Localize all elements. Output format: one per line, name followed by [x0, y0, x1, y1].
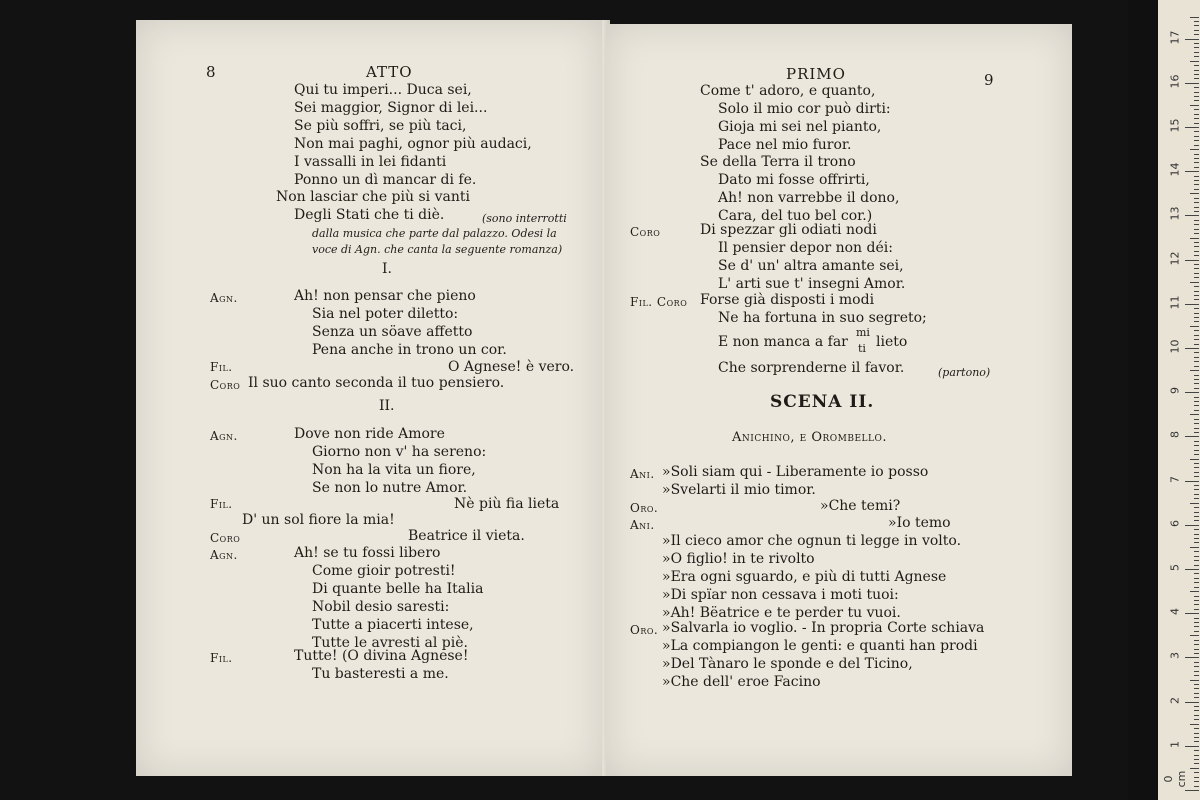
ruler-tick	[1194, 662, 1199, 663]
ruler-tick	[1185, 127, 1199, 128]
dialog-line: »Soli siam qui - Liberamente io posso	[662, 464, 929, 480]
verse-line: Il suo canto seconda il tuo pensiero.	[248, 375, 505, 391]
ruler-tick	[1194, 516, 1199, 517]
ruler-tick	[1194, 551, 1199, 552]
ruler-tick	[1194, 52, 1199, 53]
ruler-tick	[1194, 317, 1199, 318]
section-number: I.	[382, 261, 392, 277]
ruler-tick	[1190, 635, 1199, 636]
dialog-line: »Salvarla io voglio. - In propria Corte schiava	[662, 620, 985, 636]
ruler-number: 12	[1168, 251, 1182, 266]
ruler-number: 2	[1168, 696, 1182, 704]
ruler-tick	[1185, 348, 1199, 349]
ruler-tick	[1185, 657, 1199, 658]
ruler-tick	[1194, 728, 1199, 729]
ruler-tick	[1194, 556, 1199, 557]
stage-direction: (partono)	[938, 366, 991, 379]
verse-line: Di quante belle ha Italia	[312, 581, 484, 597]
ruler-tick	[1194, 666, 1199, 667]
ruler-tick	[1194, 428, 1199, 429]
verse-line: Che sorprenderne il favor.	[718, 360, 905, 376]
ruler-number: 5	[1168, 564, 1182, 571]
speaker-label: Fil.	[210, 651, 233, 665]
ruler-tick	[1194, 520, 1199, 521]
speaker-label: Fil.	[210, 360, 233, 374]
ruler-number: 1	[1168, 740, 1182, 748]
ruler-tick	[1194, 578, 1199, 579]
ruler-tick	[1194, 357, 1199, 358]
ruler-tick	[1194, 313, 1199, 314]
ruler-tick	[1194, 180, 1199, 181]
speaker-label: Agn.	[210, 429, 238, 443]
ruler-tick	[1194, 719, 1199, 720]
dialog-line: »Il cieco amor che ognun ti legge in volto.	[662, 533, 962, 549]
verse-line: Sia nel poter diletto:	[312, 306, 459, 322]
verse-line: Solo il mio cor può dirti:	[718, 101, 891, 117]
ruler-tick	[1194, 733, 1199, 734]
ruler-tick	[1194, 697, 1199, 698]
ruler-tick	[1194, 534, 1199, 535]
ruler-tick	[1194, 92, 1199, 93]
dialog-line: »Io temo	[888, 515, 951, 531]
ruler-tick	[1185, 525, 1199, 526]
speaker-label: Ani.	[630, 518, 655, 532]
ruler-tick	[1194, 498, 1199, 499]
verse-line: Non mai paghi, ognor più audaci,	[294, 136, 532, 152]
ruler-tick	[1190, 17, 1199, 18]
ruler-tick	[1194, 596, 1199, 597]
ruler-tick	[1194, 114, 1199, 115]
ruler-tick	[1190, 414, 1199, 415]
ruler-tick	[1190, 547, 1199, 548]
ruler-tick	[1194, 65, 1199, 66]
ruler-tick	[1194, 100, 1199, 101]
verse-line: E non manca a far	[718, 334, 848, 350]
ruler-tick	[1194, 56, 1199, 57]
ruler-tick	[1194, 136, 1199, 137]
ruler-tick	[1194, 220, 1199, 221]
verse-line: Tutte! (O divina Agnese!	[294, 648, 469, 664]
verse-line: Non lasciar che più si vanti	[276, 189, 470, 205]
ruler-tick	[1194, 43, 1199, 44]
ruler-tick	[1194, 74, 1199, 75]
ruler-tick	[1190, 149, 1199, 150]
ruler-tick	[1194, 383, 1199, 384]
ruler-tick	[1190, 370, 1199, 371]
verse-line: I vassalli in lei fidanti	[294, 154, 447, 170]
ruler-number: 7	[1168, 475, 1182, 483]
verse-line: Beatrice il vieta.	[408, 528, 525, 544]
dialog-line: »Che dell' eroe Facino	[662, 674, 821, 690]
verse-line: lieto	[876, 334, 908, 350]
ruler-tick	[1194, 30, 1199, 31]
verse-line: Come t' adoro, e quanto,	[700, 83, 876, 99]
ruler-tick	[1194, 489, 1199, 490]
ruler-tick	[1194, 131, 1199, 132]
verse-line: Pena anche in trono un cor.	[312, 342, 507, 358]
ruler-tick	[1190, 724, 1199, 725]
ruler-tick	[1190, 768, 1199, 769]
right-page	[606, 24, 1072, 776]
verse-line: Sei maggior, Signor di lei...	[294, 100, 488, 116]
ruler-number: 6	[1168, 519, 1182, 527]
ruler-number: 0 cm	[1162, 770, 1188, 788]
dialog-line: »Che temi?	[820, 498, 901, 514]
ruler-tick	[1190, 459, 1199, 460]
ruler-tick	[1185, 304, 1199, 305]
verse-line: Il pensier depor non déi:	[718, 240, 893, 256]
dialog-line: »Del Tànaro le sponde e del Ticino,	[662, 656, 913, 672]
verse-line: Di spezzar gli odiati nodi	[700, 222, 877, 238]
ruler-tick	[1194, 755, 1199, 756]
verse-line: Nè più fia lieta	[454, 496, 560, 512]
ruler-tick	[1194, 772, 1199, 773]
ruler-number: 17	[1168, 30, 1182, 45]
verse-line: Dove non ride Amore	[294, 426, 445, 442]
ruler-number: 8	[1168, 431, 1182, 439]
speaker-label: Coro	[210, 531, 241, 545]
variant-subscript: ti	[858, 342, 866, 355]
ruler-tick	[1194, 604, 1199, 605]
stage-direction: voce di Agn. che canta la seguente romanza)	[312, 243, 563, 256]
ruler-tick	[1194, 410, 1199, 411]
verse-line: Se più soffri, se più taci,	[294, 118, 467, 134]
ruler-tick	[1194, 582, 1199, 583]
ruler-tick	[1194, 268, 1199, 269]
verse-line: Tutte a piacerti intese,	[312, 617, 474, 633]
ruler-number: 3	[1168, 652, 1182, 660]
speaker-label: Fil.	[210, 497, 233, 511]
running-header: ATTO	[366, 63, 413, 81]
ruler-tick	[1194, 34, 1199, 35]
verse-line: Dato mi fosse offrirti,	[718, 172, 870, 188]
ruler-tick	[1194, 47, 1199, 48]
ruler-tick	[1194, 335, 1199, 336]
ruler-tick	[1194, 118, 1199, 119]
ruler-tick	[1194, 379, 1199, 380]
verse-line: Come gioir potresti!	[312, 563, 456, 579]
speaker-label: Ani.	[630, 467, 655, 481]
ruler-tick	[1185, 39, 1199, 40]
ruler-tick	[1194, 626, 1199, 627]
ruler-tick	[1194, 207, 1199, 208]
ruler-tick	[1194, 361, 1199, 362]
verse-line: Forse già disposti i modi	[700, 292, 875, 308]
ruler-tick	[1194, 560, 1199, 561]
ruler-tick	[1190, 61, 1199, 62]
ruler-tick	[1194, 423, 1199, 424]
dialog-line: »Ah! Bëatrice e te perder tu vuoi.	[662, 605, 901, 621]
ruler-tick	[1194, 158, 1199, 159]
ruler-tick	[1194, 441, 1199, 442]
ruler-tick	[1194, 741, 1199, 742]
scene-characters: Anichino, e Orombello.	[732, 430, 888, 445]
ruler-tick	[1194, 211, 1199, 212]
ruler-tick	[1194, 224, 1199, 225]
verse-line: Ah! non varrebbe il dono,	[718, 190, 900, 206]
dialog-line: »Svelarti il mio timor.	[662, 482, 816, 498]
ruler-tick	[1194, 631, 1199, 632]
ruler-tick	[1194, 622, 1199, 623]
ruler-tick	[1194, 273, 1199, 274]
ruler-tick	[1185, 702, 1199, 703]
ruler-tick	[1190, 680, 1199, 681]
ruler-tick	[1194, 649, 1199, 650]
ruler-tick	[1194, 366, 1199, 367]
ruler-tick	[1194, 494, 1199, 495]
ruler-tick	[1194, 291, 1199, 292]
ruler-tick	[1185, 436, 1199, 437]
ruler-tick	[1194, 640, 1199, 641]
ruler-tick	[1194, 600, 1199, 601]
ruler-tick	[1185, 260, 1199, 261]
ruler-tick	[1194, 286, 1199, 287]
ruler-tick	[1194, 710, 1199, 711]
ruler-tick	[1194, 295, 1199, 296]
ruler-tick	[1194, 255, 1199, 256]
left-page	[136, 20, 602, 776]
ruler-tick	[1194, 344, 1199, 345]
ruler-tick	[1185, 171, 1199, 172]
ruler-tick	[1194, 162, 1199, 163]
ruler-tick	[1185, 569, 1199, 570]
ruler-tick	[1194, 467, 1199, 468]
ruler-tick	[1194, 339, 1199, 340]
ruler-tick	[1194, 781, 1199, 782]
speaker-label: Coro	[210, 378, 241, 392]
verse-line: Degli Stati che ti diè.	[294, 207, 445, 223]
ruler-tick	[1194, 375, 1199, 376]
ruler-tick	[1194, 70, 1199, 71]
ruler-tick	[1194, 140, 1199, 141]
ruler-tick	[1194, 419, 1199, 420]
ruler-tick	[1194, 397, 1199, 398]
ruler-tick	[1194, 750, 1199, 751]
ruler-tick	[1194, 759, 1199, 760]
ruler-tick	[1190, 238, 1199, 239]
ruler-tick	[1194, 463, 1199, 464]
ruler-tick	[1194, 123, 1199, 124]
ruler-tick	[1194, 189, 1199, 190]
ruler-tick	[1194, 609, 1199, 610]
ruler-tick	[1194, 229, 1199, 230]
ruler-number: 14	[1168, 162, 1182, 177]
ruler-tick	[1194, 109, 1199, 110]
ruler-tick	[1194, 587, 1199, 588]
ruler-tick	[1194, 154, 1199, 155]
verse-line: Se d' un' altra amante sei,	[718, 258, 904, 274]
ruler-tick	[1190, 193, 1199, 194]
variant-superscript: mi	[856, 326, 870, 339]
speaker-label: Fil. Coro	[630, 295, 688, 309]
stage-direction: dalla musica che parte dal palazzo. Odesi la	[312, 227, 557, 240]
speaker-label: Oro.	[630, 501, 659, 515]
verse-line: Se della Terra il trono	[700, 154, 856, 170]
ruler-tick	[1194, 763, 1199, 764]
ruler-tick	[1194, 96, 1199, 97]
dialog-line: »Era ogni sguardo, e più di tutti Agnese	[662, 569, 947, 585]
ruler-tick	[1190, 591, 1199, 592]
ruler-tick	[1194, 671, 1199, 672]
ruler-tick	[1194, 401, 1199, 402]
ruler-tick	[1194, 618, 1199, 619]
speaker-label: Oro.	[630, 623, 659, 637]
ruler-tick	[1185, 392, 1199, 393]
ruler-tick	[1194, 167, 1199, 168]
ruler-tick	[1185, 481, 1199, 482]
verse-line: D' un sol fiore la mia!	[242, 512, 395, 528]
speaker-label: Agn.	[210, 291, 238, 305]
ruler-number: 15	[1168, 118, 1182, 133]
ruler-tick	[1194, 675, 1199, 676]
dialog-line: »Di spïar non cessava i moti tuoi:	[662, 587, 899, 603]
ruler-number: 13	[1168, 206, 1182, 221]
ruler-tick	[1194, 198, 1199, 199]
ruler-tick	[1194, 87, 1199, 88]
ruler-tick	[1194, 688, 1199, 689]
ruler-tick	[1194, 737, 1199, 738]
verse-line: Se non lo nutre Amor.	[312, 480, 468, 496]
ruler-tick	[1194, 321, 1199, 322]
speaker-label: Agn.	[210, 548, 238, 562]
dialog-line: »O figlio! in te rivolto	[662, 551, 815, 567]
ruler-tick	[1190, 282, 1199, 283]
verse-line: L' arti sue t' insegni Amor.	[718, 276, 906, 292]
ruler-tick	[1194, 184, 1199, 185]
verse-line: Cara, del tuo bel cor.)	[718, 208, 873, 224]
ruler-tick	[1190, 105, 1199, 106]
verse-line: Gioja mi sei nel pianto,	[718, 119, 882, 135]
page-number: 8	[206, 63, 217, 81]
ruler-tick	[1194, 308, 1199, 309]
verse-line: Ah! se tu fossi libero	[294, 545, 441, 561]
ruler-tick	[1194, 777, 1199, 778]
scene-title: SCENA II.	[770, 392, 875, 412]
ruler-tick	[1194, 246, 1199, 247]
ruler-tick	[1194, 715, 1199, 716]
ruler-tick	[1194, 538, 1199, 539]
ruler-tick	[1194, 445, 1199, 446]
ruler-tick	[1194, 450, 1199, 451]
ruler-tick	[1194, 432, 1199, 433]
verse-line: Ponno un dì mancar di fe.	[294, 172, 477, 188]
ruler-tick	[1194, 25, 1199, 26]
ruler-tick	[1194, 529, 1199, 530]
ruler-tick	[1194, 512, 1199, 513]
ruler-tick	[1194, 202, 1199, 203]
verse-line: Nobil desio saresti:	[312, 599, 450, 615]
ruler-tick	[1194, 786, 1199, 787]
stage-direction: (sono interrotti	[482, 212, 567, 225]
ruler-tick	[1194, 706, 1199, 707]
verse-line: Senza un söave affetto	[312, 324, 473, 340]
ruler-number: 9	[1168, 387, 1182, 395]
ruler-tick	[1185, 746, 1199, 747]
page-number: 9	[984, 71, 995, 89]
ruler-tick	[1194, 242, 1199, 243]
verse-line: Tutte le avresti al piè.	[312, 635, 468, 651]
verse-line: Ah! non pensar che pieno	[294, 288, 476, 304]
ruler-tick	[1194, 485, 1199, 486]
ruler-tick	[1190, 326, 1199, 327]
ruler-tick	[1194, 176, 1199, 177]
ruler-tick	[1194, 388, 1199, 389]
ruler-tick	[1185, 613, 1199, 614]
running-header: PRIMO	[786, 65, 846, 83]
section-number: II.	[379, 398, 395, 414]
dialog-line: »La compiangon le genti: e quanti han prodi	[662, 638, 978, 654]
ruler-tick	[1185, 83, 1199, 84]
ruler-tick	[1194, 251, 1199, 252]
ruler-tick	[1194, 565, 1199, 566]
verse-line: O Agnese! è vero.	[448, 359, 575, 375]
ruler-tick	[1194, 684, 1199, 685]
verse-line: Qui tu imperi... Duca sei,	[294, 82, 472, 98]
ruler-tick	[1185, 215, 1199, 216]
verse-line: Tu basteresti a me.	[312, 666, 449, 682]
ruler-tick	[1194, 573, 1199, 574]
ruler-number: 4	[1168, 608, 1182, 616]
ruler-number: 10	[1168, 339, 1182, 354]
ruler-tick	[1194, 352, 1199, 353]
ruler-tick	[1194, 472, 1199, 473]
ruler-number: 11	[1168, 295, 1182, 310]
ruler-tick	[1194, 476, 1199, 477]
ruler-tick	[1194, 145, 1199, 146]
ruler-tick	[1194, 644, 1199, 645]
ruler-tick	[1194, 264, 1199, 265]
ruler-tick	[1194, 21, 1199, 22]
ruler-tick	[1185, 790, 1199, 791]
ruler-tick	[1194, 277, 1199, 278]
speaker-label: Coro	[630, 225, 661, 239]
ruler-tick	[1194, 653, 1199, 654]
ruler-tick	[1194, 78, 1199, 79]
ruler-tick	[1194, 330, 1199, 331]
verse-line: Non ha la vita un fiore,	[312, 462, 476, 478]
ruler-tick	[1194, 405, 1199, 406]
verse-line: Ne ha fortuna in suo segreto;	[718, 310, 927, 326]
ruler-tick	[1194, 507, 1199, 508]
ruler-tick	[1194, 542, 1199, 543]
verse-line: Pace nel mio furor.	[718, 137, 852, 153]
ruler-tick	[1194, 693, 1199, 694]
ruler-number: 16	[1168, 74, 1182, 89]
ruler-tick	[1194, 454, 1199, 455]
ruler-tick	[1194, 233, 1199, 234]
ruler-tick	[1194, 299, 1199, 300]
verse-line: Giorno non v' ha sereno:	[312, 444, 487, 460]
ruler-tick	[1190, 503, 1199, 504]
